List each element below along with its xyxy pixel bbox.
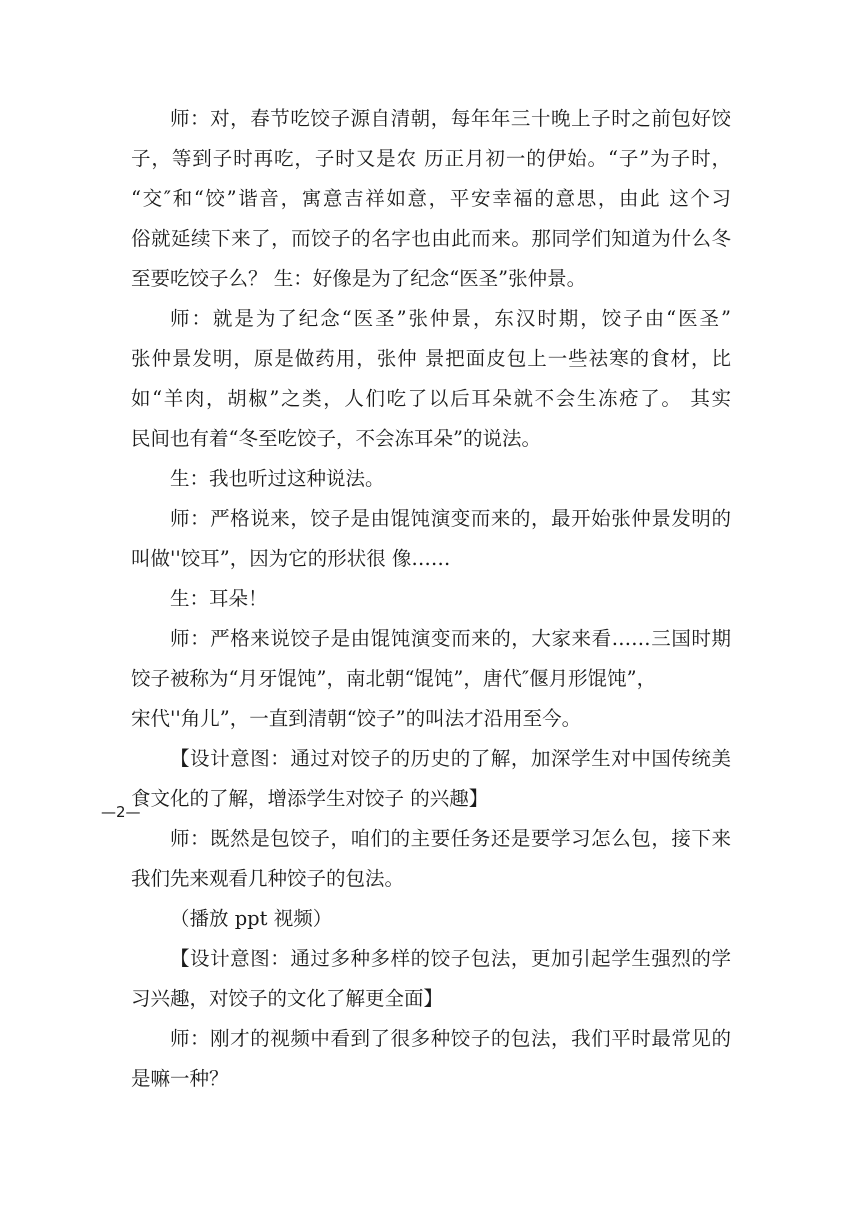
text-line: 子，等到子时再吃，子时又是农 历正月初一的伊始。“子”为子时，	[131, 147, 731, 170]
text-line: 饺子被称为“月牙馄饨”，南北朝“馄饨”，唐代″偃月形馄饨”，	[131, 667, 657, 690]
text-line: 师：既然是包饺子，咱们的主要任务还是要学习怎么包，接下来	[170, 827, 731, 850]
text-line: 民间也有着“冬至吃饺子，不会冻耳朵”的说法。	[131, 427, 541, 450]
text-line: 生：耳朵！	[170, 587, 268, 610]
text-line: 俗就延续下来了，而饺子的名字也由此而来。那同学们知道为什么冬	[131, 227, 731, 250]
text-line: 是嘛一种？	[131, 1067, 229, 1090]
text-line: 师：刚才的视频中看到了很多种饺子的包法，我们平时最常见的	[170, 1027, 731, 1050]
text-line: 【设计意图：通过对饺子的历史的了解，加深学生对中国传统美	[170, 747, 731, 770]
text-line: （播放 ppt 视频）	[170, 907, 333, 930]
text-line: 【设计意图：通过多种多样的饺子包法，更加引起学生强烈的学	[170, 947, 731, 970]
text-line: 师：就是为了纪念“医圣”张仲景，东汉时期，饺子由“医圣”	[170, 307, 731, 330]
text-line: 生：我也听过这种说法。	[170, 467, 385, 490]
text-line: 师：对，春节吃饺子源自清朝，每年年三十晚上子时之前包好饺	[170, 107, 731, 130]
text-line: 张仲景发明，原是做药用，张仲 景把面皮包上一些祛寒的食材，比	[131, 347, 731, 370]
text-line: “交″和“饺”谐音，寓意吉祥如意，平安幸福的意思，由此 这个习	[131, 187, 731, 210]
text-line: 宋代''角儿”，一直到清朝“饺子”的叫法才沿用至今。	[131, 707, 582, 730]
text-line: 至要吃饺子么？ 生：好像是为了纪念“医圣”张仲景。	[131, 267, 587, 290]
text-line: 师：严格来说饺子是由馄饨演变而来的，大家来看……三国时期	[170, 627, 731, 650]
text-line: 食文化的了解，增添学生对饺子 的兴趣】	[131, 787, 489, 810]
text-line: 叫做''饺耳”，因为它的形状很 像……	[131, 547, 451, 570]
page-number: —2—	[101, 803, 141, 821]
text-line: 我们先来观看几种饺子的包法。	[131, 867, 405, 890]
text-line: 师：严格说来，饺子是由馄饨演变而来的，最开始张仲景发明的	[170, 507, 731, 530]
text-line: 如“羊肉，胡椒”之类，人们吃了以后耳朵就不会生冻疮了。 其实	[131, 387, 731, 410]
text-line: 习兴趣，对饺子的文化了解更全面】	[131, 987, 444, 1010]
